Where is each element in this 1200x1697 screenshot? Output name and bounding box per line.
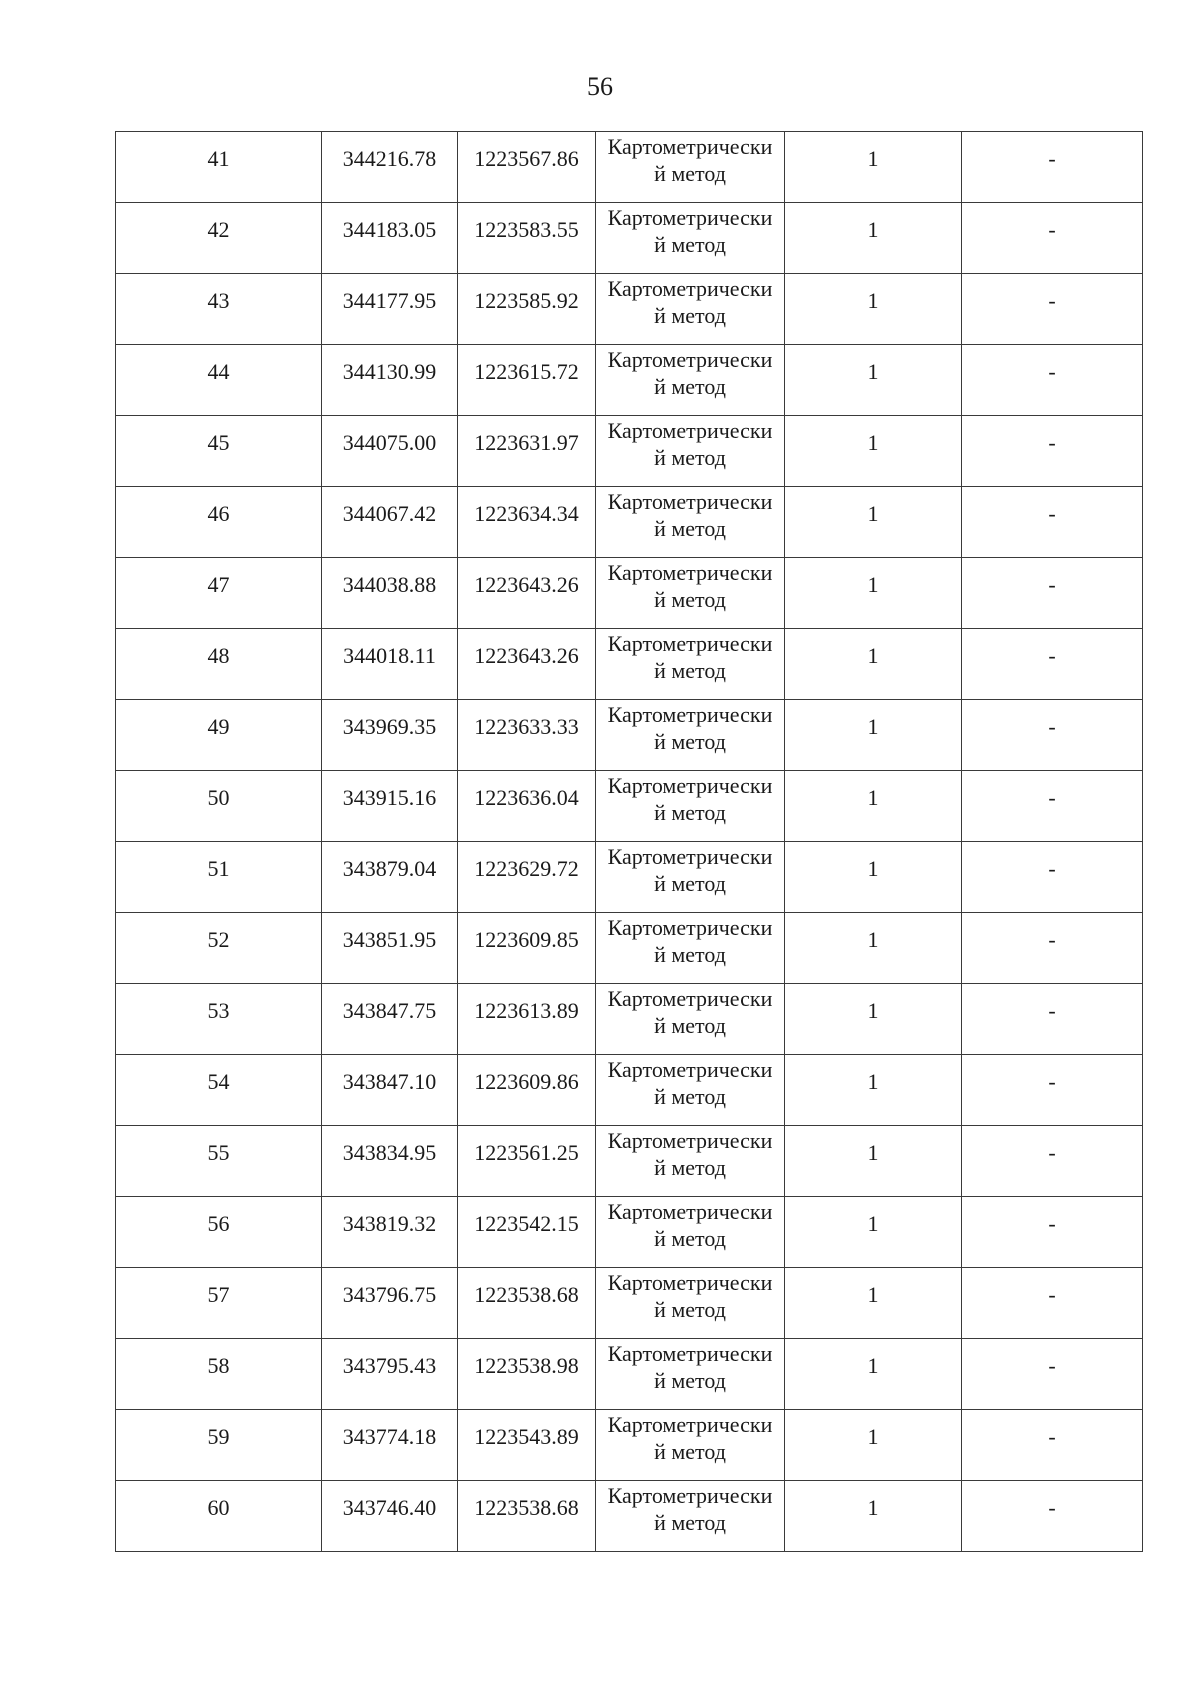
method-text-line-2: й метод: [654, 1155, 726, 1180]
note-cell: -: [962, 203, 1143, 274]
method-cell: [596, 771, 785, 842]
x-coordinate-cell: 343834.95: [322, 1126, 458, 1197]
method-text-line-2: й метод: [654, 1297, 726, 1322]
y-coordinate-cell: 1223613.89: [458, 984, 596, 1055]
y-coordinate-cell: 1223629.72: [458, 842, 596, 913]
table-row: [116, 629, 1143, 700]
method-text-line-1: Картометрически: [607, 1199, 773, 1224]
method-text-line-2: й метод: [654, 871, 726, 896]
method-text-line-2: й метод: [654, 445, 726, 470]
y-coordinate-cell: 1223538.68: [458, 1268, 596, 1339]
accuracy-cell: 1: [785, 132, 962, 203]
x-coordinate-cell: 343795.43: [322, 1339, 458, 1410]
method-text-line-2: й метод: [654, 1510, 726, 1535]
y-coordinate-cell: 1223538.98: [458, 1339, 596, 1410]
x-coordinate-cell: 343969.35: [322, 700, 458, 771]
x-coordinate-cell: 343879.04: [322, 842, 458, 913]
method-cell: [596, 1481, 785, 1552]
method-text-line-1: Картометрически: [607, 347, 773, 372]
x-coordinate-cell: 343851.95: [322, 913, 458, 984]
x-coordinate-cell: 344216.78: [322, 132, 458, 203]
table-row: [116, 1268, 1143, 1339]
x-coordinate-cell: 343847.75: [322, 984, 458, 1055]
method-cell: [596, 984, 785, 1055]
note-cell: -: [962, 1481, 1143, 1552]
point-number-cell: 49: [116, 700, 322, 771]
method-cell: [596, 1197, 785, 1268]
accuracy-cell: 1: [785, 629, 962, 700]
accuracy-cell: 1: [785, 1339, 962, 1410]
point-number-cell: 53: [116, 984, 322, 1055]
method-text-line-2: й метод: [654, 374, 726, 399]
note-cell: -: [962, 416, 1143, 487]
point-number-cell: 56: [116, 1197, 322, 1268]
method-cell: [596, 274, 785, 345]
y-coordinate-cell: 1223633.33: [458, 700, 596, 771]
method-text-line-1: Картометрически: [607, 1483, 773, 1508]
method-cell: [596, 913, 785, 984]
accuracy-cell: 1: [785, 416, 962, 487]
accuracy-cell: 1: [785, 558, 962, 629]
y-coordinate-cell: 1223583.55: [458, 203, 596, 274]
table-row: [116, 842, 1143, 913]
method-cell: [596, 629, 785, 700]
method-text-line-1: Картометрически: [607, 276, 773, 301]
note-cell: -: [962, 558, 1143, 629]
method-cell: [596, 558, 785, 629]
table-row: [116, 913, 1143, 984]
y-coordinate-cell: 1223567.86: [458, 132, 596, 203]
point-number-cell: 59: [116, 1410, 322, 1481]
y-coordinate-cell: 1223543.89: [458, 1410, 596, 1481]
method-text-line-2: й метод: [654, 587, 726, 612]
x-coordinate-cell: 344130.99: [322, 345, 458, 416]
table-row: [116, 1339, 1143, 1410]
accuracy-cell: 1: [785, 913, 962, 984]
method-text-line-2: й метод: [654, 161, 726, 186]
method-cell: [596, 700, 785, 771]
method-text-line-1: Картометрически: [607, 631, 773, 656]
point-number-cell: 60: [116, 1481, 322, 1552]
table-body: [116, 132, 1143, 1552]
method-text-line-1: Картометрически: [607, 702, 773, 727]
y-coordinate-cell: 1223615.72: [458, 345, 596, 416]
point-number-cell: 57: [116, 1268, 322, 1339]
note-cell: -: [962, 345, 1143, 416]
method-text-line-1: Картометрически: [607, 1270, 773, 1295]
method-text-line-1: Картометрически: [607, 134, 773, 159]
y-coordinate-cell: 1223643.26: [458, 629, 596, 700]
y-coordinate-cell: 1223542.15: [458, 1197, 596, 1268]
method-cell: [596, 1126, 785, 1197]
x-coordinate-cell: 344177.95: [322, 274, 458, 345]
method-cell: [596, 416, 785, 487]
note-cell: -: [962, 700, 1143, 771]
note-cell: -: [962, 487, 1143, 558]
x-coordinate-cell: 343796.75: [322, 1268, 458, 1339]
method-text-line-1: Картометрически: [607, 1057, 773, 1082]
accuracy-cell: 1: [785, 345, 962, 416]
method-cell: [596, 345, 785, 416]
table-row: [116, 1481, 1143, 1552]
method-text-line-2: й метод: [654, 516, 726, 541]
table-row: [116, 771, 1143, 842]
note-cell: -: [962, 1126, 1143, 1197]
method-cell: [596, 842, 785, 913]
note-cell: -: [962, 1197, 1143, 1268]
point-number-cell: 47: [116, 558, 322, 629]
note-cell: -: [962, 274, 1143, 345]
note-cell: -: [962, 984, 1143, 1055]
method-cell: [596, 1410, 785, 1481]
y-coordinate-cell: 1223643.26: [458, 558, 596, 629]
x-coordinate-cell: 343819.32: [322, 1197, 458, 1268]
method-text-line-2: й метод: [654, 1368, 726, 1393]
accuracy-cell: 1: [785, 274, 962, 345]
method-text-line-2: й метод: [654, 729, 726, 754]
accuracy-cell: 1: [785, 1410, 962, 1481]
note-cell: -: [962, 1055, 1143, 1126]
y-coordinate-cell: 1223538.68: [458, 1481, 596, 1552]
table-row: [116, 203, 1143, 274]
table-row: [116, 700, 1143, 771]
accuracy-cell: 1: [785, 487, 962, 558]
table-row: [116, 345, 1143, 416]
point-number-cell: 45: [116, 416, 322, 487]
table-row: [116, 1055, 1143, 1126]
y-coordinate-cell: 1223609.86: [458, 1055, 596, 1126]
method-text-line-1: Картометрически: [607, 915, 773, 940]
accuracy-cell: 1: [785, 1055, 962, 1126]
point-number-cell: 48: [116, 629, 322, 700]
table-row: [116, 132, 1143, 203]
table-row: [116, 416, 1143, 487]
y-coordinate-cell: 1223636.04: [458, 771, 596, 842]
accuracy-cell: 1: [785, 1126, 962, 1197]
method-text-line-1: Картометрически: [607, 205, 773, 230]
note-cell: -: [962, 842, 1143, 913]
x-coordinate-cell: 344067.42: [322, 487, 458, 558]
method-cell: [596, 203, 785, 274]
x-coordinate-cell: 343746.40: [322, 1481, 458, 1552]
method-text-line-1: Картометрически: [607, 986, 773, 1011]
table-row: [116, 1197, 1143, 1268]
point-number-cell: 46: [116, 487, 322, 558]
method-text-line-2: й метод: [654, 800, 726, 825]
accuracy-cell: 1: [785, 203, 962, 274]
point-number-cell: 58: [116, 1339, 322, 1410]
point-number-cell: 44: [116, 345, 322, 416]
method-text-line-1: Картометрически: [607, 418, 773, 443]
table-row: [116, 558, 1143, 629]
note-cell: -: [962, 132, 1143, 203]
method-cell: [596, 487, 785, 558]
method-text-line-2: й метод: [654, 1226, 726, 1251]
note-cell: -: [962, 629, 1143, 700]
page-number: 56: [587, 72, 613, 101]
point-number-cell: 51: [116, 842, 322, 913]
table-row: [116, 1126, 1143, 1197]
x-coordinate-cell: 343915.16: [322, 771, 458, 842]
table-row: [116, 984, 1143, 1055]
accuracy-cell: 1: [785, 771, 962, 842]
x-coordinate-cell: 344183.05: [322, 203, 458, 274]
method-text-line-1: Картометрически: [607, 560, 773, 585]
method-text-line-2: й метод: [654, 1013, 726, 1038]
method-text-line-2: й метод: [654, 942, 726, 967]
x-coordinate-cell: 343847.10: [322, 1055, 458, 1126]
method-cell: [596, 132, 785, 203]
method-text-line-2: й метод: [654, 232, 726, 257]
accuracy-cell: 1: [785, 700, 962, 771]
point-number-cell: 43: [116, 274, 322, 345]
method-text-line-1: Картометрически: [607, 489, 773, 514]
method-text-line-1: Картометрически: [607, 1128, 773, 1153]
point-number-cell: 55: [116, 1126, 322, 1197]
coordinates-table: [115, 131, 1143, 1552]
method-cell: [596, 1268, 785, 1339]
method-text-line-2: й метод: [654, 658, 726, 683]
x-coordinate-cell: 344075.00: [322, 416, 458, 487]
y-coordinate-cell: 1223634.34: [458, 487, 596, 558]
note-cell: -: [962, 771, 1143, 842]
point-number-cell: 52: [116, 913, 322, 984]
method-cell: [596, 1055, 785, 1126]
y-coordinate-cell: 1223631.97: [458, 416, 596, 487]
table-row: [116, 1410, 1143, 1481]
method-cell: [596, 1339, 785, 1410]
note-cell: -: [962, 1410, 1143, 1481]
method-text-line-2: й метод: [654, 303, 726, 328]
point-number-cell: 50: [116, 771, 322, 842]
point-number-cell: 54: [116, 1055, 322, 1126]
accuracy-cell: 1: [785, 1481, 962, 1552]
method-text-line-1: Картометрически: [607, 773, 773, 798]
y-coordinate-cell: 1223609.85: [458, 913, 596, 984]
accuracy-cell: 1: [785, 1268, 962, 1339]
note-cell: -: [962, 1268, 1143, 1339]
point-number-cell: 41: [116, 132, 322, 203]
accuracy-cell: 1: [785, 842, 962, 913]
x-coordinate-cell: 344018.11: [322, 629, 458, 700]
table-row: [116, 274, 1143, 345]
note-cell: -: [962, 913, 1143, 984]
method-text-line-1: Картометрически: [607, 1341, 773, 1366]
y-coordinate-cell: 1223561.25: [458, 1126, 596, 1197]
table-row: [116, 487, 1143, 558]
method-text-line-1: Картометрически: [607, 1412, 773, 1437]
method-text-line-2: й метод: [654, 1439, 726, 1464]
accuracy-cell: 1: [785, 984, 962, 1055]
y-coordinate-cell: 1223585.92: [458, 274, 596, 345]
x-coordinate-cell: 344038.88: [322, 558, 458, 629]
note-cell: -: [962, 1339, 1143, 1410]
point-number-cell: 42: [116, 203, 322, 274]
accuracy-cell: 1: [785, 1197, 962, 1268]
method-text-line-2: й метод: [654, 1084, 726, 1109]
method-text-line-1: Картометрически: [607, 844, 773, 869]
x-coordinate-cell: 343774.18: [322, 1410, 458, 1481]
